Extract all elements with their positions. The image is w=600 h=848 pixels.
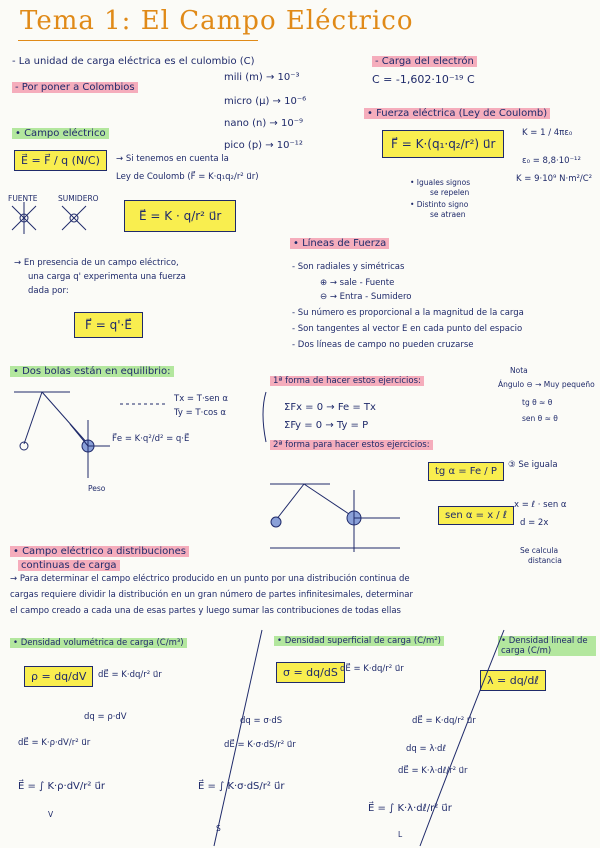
fuente-sketch — [12, 202, 36, 234]
page-title: Tema 1: El Campo Eléctrico — [20, 6, 414, 36]
fe-equation: F⃗e = K·q²/d² = q·E⃗ — [112, 434, 190, 444]
presence-1: → En presencia de un campo eléctrico, — [14, 258, 179, 268]
dens-lin-de: dE⃗ = K·dq/r² u⃗r — [412, 716, 476, 726]
distrib-p3: el campo creado a cada una de esas partes y luego sumar las contribuciones de todas ellas — [10, 606, 401, 616]
dens-sup-title-text: • Densidad superficial de carga (C/m²) — [274, 636, 444, 646]
nota-1: Ángulo ⊖ → Muy pequeño — [498, 380, 595, 389]
ty-equation: Ty = T·cos α — [174, 408, 226, 418]
fuente-label: FUENTE — [8, 194, 38, 203]
formula-f-qe: F⃗ = q'·E⃗ — [74, 312, 143, 338]
coulomb-note-4: se atraen — [430, 210, 466, 219]
formula-e-f-q: E⃗ = F⃗ / q (N/C) — [14, 150, 107, 171]
lineas-item-6: - Dos líneas de campo no pueden cruzarse — [292, 340, 474, 350]
lineas-item-1: - Son radiales y simétricas — [292, 262, 405, 272]
dens-vol-de2: dE⃗ = K·ρ·dV/r² u⃗r — [18, 738, 91, 748]
sumidero-label: SUMIDERO — [58, 194, 99, 203]
prefix-nano: nano (n) → 10⁻⁹ — [224, 118, 303, 129]
tx-equation: Tx = T·sen α — [174, 394, 228, 404]
sum-fy: ΣFy = 0 → Ty = P — [284, 420, 369, 431]
lineas-item-4: - Su número es proporcional a la magnitud de la carga — [292, 308, 524, 318]
dens-sup-sub: S — [216, 824, 221, 833]
nota-2: tg θ ≈ θ — [522, 398, 553, 407]
coulomb-note-1: • Iguales signos — [410, 178, 471, 187]
d-formula: d = 2x — [520, 518, 549, 528]
unit-line: - La unidad de carga eléctrica es el culombio (C) — [12, 56, 255, 67]
campo-note-1: → Si tenemos en cuenta la — [116, 154, 229, 164]
pendulum-diagram — [14, 392, 168, 478]
coulomb-note-3: • Distinto signo — [410, 200, 469, 209]
tg-formula: tg α = Fe / P — [428, 462, 504, 481]
coulomb-note-2: se repelen — [430, 188, 470, 197]
prefix-mili: mili (m) → 10⁻³ — [224, 72, 300, 83]
presence-2: una carga q' experimenta una fuerza — [28, 272, 186, 282]
dens-lin-title-text: • Densidad lineal de carga (C/m) — [498, 636, 596, 656]
lineas-item-5: - Son tangentes al vector E en cada punto del espacio — [292, 324, 523, 334]
electron-label-text: - Carga del electrón — [372, 56, 477, 67]
two-balls-diagram — [270, 484, 400, 552]
dens-sup-int: E⃗ = ∫ K·σ·dS/r² u⃗r — [198, 781, 285, 792]
lineas-item-2: ⊕ → sale - Fuente — [320, 278, 395, 288]
distrib-p2: cargas requiere dividir la distribución en un gran número de partes infinitesimales, determinar — [10, 590, 413, 600]
calc-note-2: distancia — [528, 556, 562, 565]
lineas-heading-text: • Líneas de Fuerza — [290, 238, 389, 249]
column-divider-1 — [214, 630, 262, 846]
epsilon-value: ε₀ = 8,8·10⁻¹² — [522, 156, 581, 166]
step2-text: 2ª forma para hacer estos ejercicios: — [270, 440, 433, 450]
presence-3: dada por: — [28, 286, 69, 296]
sumidero-sketch — [62, 206, 86, 230]
sen-formula: sen α = x / ℓ — [438, 506, 514, 525]
x-formula: x = ℓ · sen α — [514, 500, 567, 510]
dens-sup-de: dE⃗ = K·dq/r² u⃗r — [340, 664, 404, 674]
electron-value: C = -1,602·10⁻¹⁹ C — [372, 73, 475, 86]
sum-fx: ΣFx = 0 → Fe = Tx — [284, 402, 376, 413]
dens-vol-int: E⃗ = ∫ K·ρ·dV/r² u⃗r — [18, 781, 106, 792]
step-bracket — [263, 392, 266, 442]
k-value: K = 9·10⁹ N·m²/C² — [516, 174, 593, 184]
dens-lin-sub: L — [398, 830, 403, 839]
dens-lin-de2: dE⃗ = K·λ·dℓ/r² u⃗r — [398, 766, 468, 776]
coulomb-heading-text: • Fuerza eléctrica (Ley de Coulomb) — [364, 108, 550, 119]
distrib-heading-1-text: • Campo eléctrico a distribuciones — [10, 546, 189, 557]
column-divider-2 — [420, 630, 504, 846]
campo-heading-text: • Campo eléctrico — [12, 128, 109, 139]
dens-vol-dq: dq = ρ·dV — [84, 712, 127, 722]
equilibrio-heading-text: • Dos bolas están en equilibrio: — [10, 366, 174, 377]
dens-lin-formula: λ = dq/dℓ — [480, 670, 546, 691]
k-definition: K = 1 / 4πε₀ — [522, 128, 573, 138]
campo-note-2: Ley de Coulomb (F⃗ = K·q₁q₂/r² u⃗r) — [116, 172, 259, 182]
distrib-p1: → Para determinar el campo eléctrico producido en un punto por una distribución continua de — [10, 574, 410, 584]
distrib-heading-2-text: continuas de carga — [18, 560, 120, 571]
nota-title: Nota — [510, 366, 528, 375]
dens-vol-title-text: • Densidad volumétrica de carga (C/m³) — [10, 638, 187, 648]
dens-vol-formula: ρ = dq/dV — [24, 666, 93, 687]
peso-label: Peso — [88, 484, 106, 493]
dens-lin-int: E⃗ = ∫ K·λ·dℓ/r² u⃗r — [368, 803, 452, 814]
dens-sup-de2: dE⃗ = K·σ·dS/r² u⃗r — [224, 740, 296, 750]
prefix-micro: micro (μ) → 10⁻⁶ — [224, 96, 307, 107]
calc-note-1: Se calcula — [520, 546, 559, 555]
coulomb-formula: F⃗ = K·(q₁·q₂/r²) u⃗r — [382, 130, 504, 158]
dens-sup-formula: σ = dq/dS — [276, 662, 345, 683]
dens-sup-dq: dq = σ·dS — [240, 716, 283, 726]
step1-text: 1ª forma de hacer estos ejercicios: — [270, 376, 424, 386]
nota-3: sen θ ≈ θ — [522, 414, 558, 423]
dens-vol-sub: V — [48, 810, 54, 819]
prefix-label-text: - Por poner a Colombios — [12, 82, 138, 93]
formula-e-kq: E⃗ = K · q/r² u⃗r — [124, 200, 236, 232]
lineas-item-3: ⊖ → Entra - Sumidero — [320, 292, 412, 302]
step3-note: ③ Se iguala — [508, 460, 558, 470]
prefix-pico: pico (p) → 10⁻¹² — [224, 140, 303, 151]
dens-vol-de: dE⃗ = K·dq/r² u⃗r — [98, 670, 162, 680]
dens-lin-dq: dq = λ·dℓ — [406, 744, 446, 754]
